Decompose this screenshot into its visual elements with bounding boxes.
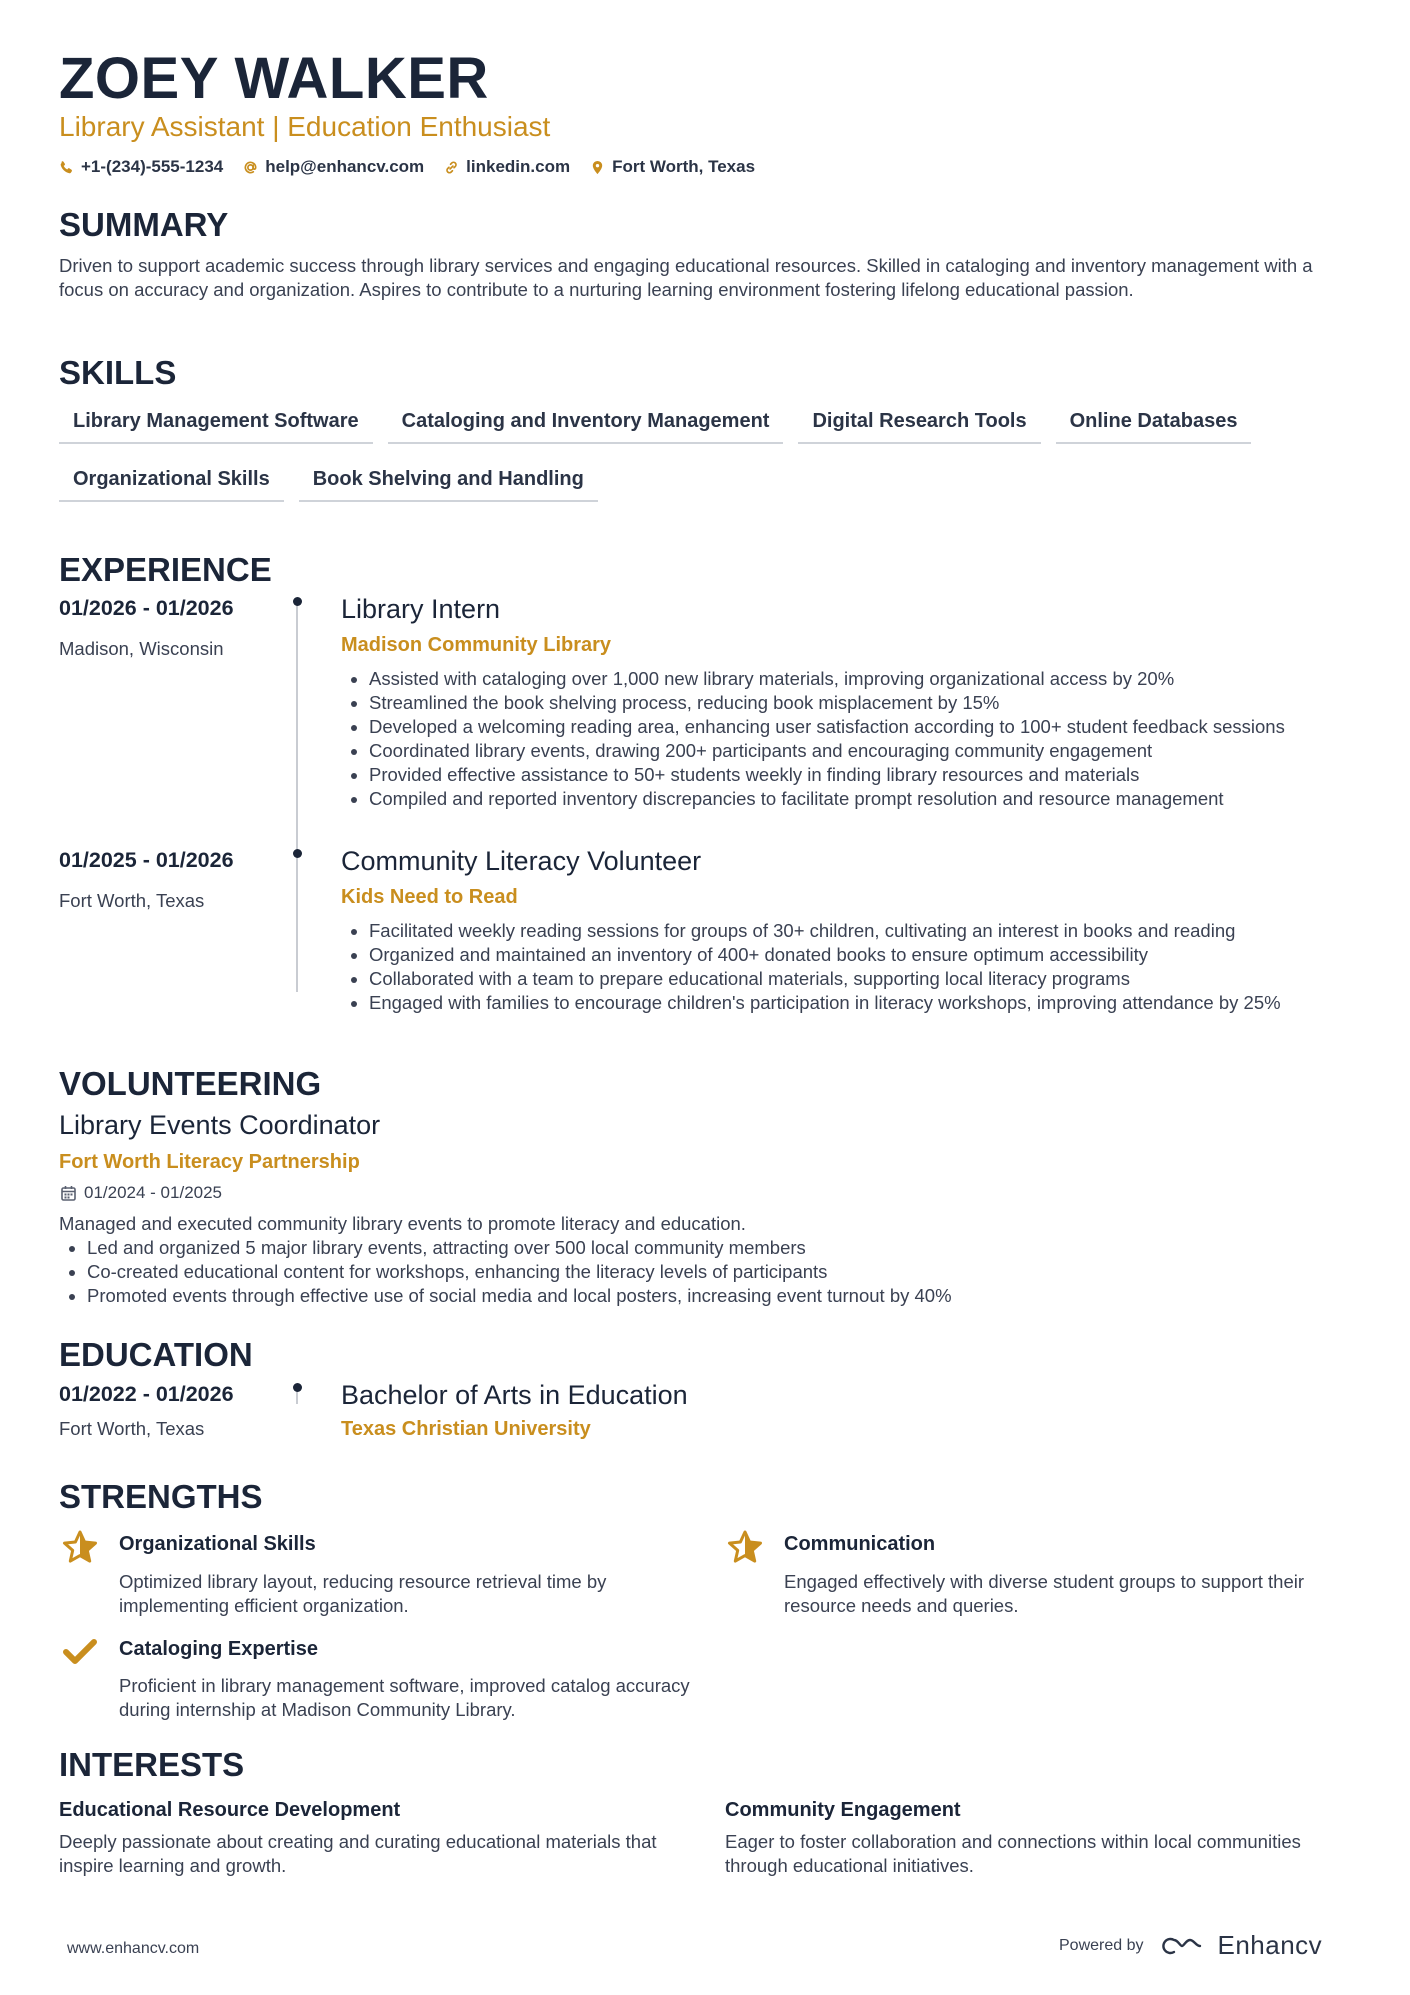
skills-list (59, 400, 1359, 502)
list-item: • Organized and maintained an inventory of 400+ donated books to ensure optimum accessibility (369, 943, 1410, 967)
list-item: • Facilitated weekly reading sessions for groups of 30+ children, cultivating an interest in books and reading (369, 919, 1410, 943)
strength-title: Organizational Skills (119, 1533, 316, 1555)
contact-email[interactable] (243, 157, 424, 177)
strengths-title: STRENGTHS (59, 1478, 263, 1515)
brand-name: Enhancv (1217, 1930, 1323, 1960)
experience-location: Fort Worth, Texas (59, 890, 205, 911)
education-degree: Bachelor of Arts in Education (341, 1380, 688, 1410)
experience-role: Community Literacy Volunteer (341, 846, 702, 876)
strength-title: Communication (784, 1533, 936, 1555)
education-school: Texas Christian University (341, 1418, 591, 1440)
experience-bullets (341, 919, 1410, 1015)
volunteering-org: Fort Worth Literacy Partnership (59, 1151, 360, 1173)
skill-tag: Library Management Software (59, 400, 373, 444)
list-item: • Collaborated with a team to prepare educational materials, supporting local literacy programs (369, 967, 1410, 991)
experience-org: Kids Need to Read (341, 886, 518, 908)
experience-dates: 01/2026 - 01/2026 (59, 596, 234, 620)
volunteering-title: VOLUNTEERING (59, 1065, 322, 1102)
contact-linkedin[interactable] (444, 157, 570, 177)
link-icon (444, 160, 459, 175)
map-pin-icon (590, 160, 605, 175)
enhancv-logo-icon (1158, 1933, 1204, 1959)
skill-tag: Organizational Skills (59, 458, 284, 502)
experience-org: Madison Community Library (341, 634, 612, 656)
linkedin-text: linkedin.com (466, 157, 571, 176)
interests-title: INTERESTS (59, 1746, 245, 1783)
candidate-name: ZOEY WALKER (59, 46, 489, 111)
list-item: • Assisted with cataloging over 1,000 new library materials, improving organizational access by 20% (369, 667, 1410, 691)
interest-title: Educational Resource Development (59, 1799, 401, 1821)
experience-role: Library Intern (341, 594, 501, 624)
volunteering-bullets (59, 1236, 952, 1308)
interest-text: Deeply passionate about creating and curating educational materials that inspire learning and growth. (59, 1831, 657, 1876)
timeline-dot (293, 1383, 302, 1392)
experience-timeline (296, 600, 298, 992)
list-item: • Co-created educational content for workshops, enhancing the literacy levels of participants (87, 1260, 952, 1284)
list-item: • Provided effective assistance to 50+ students weekly in finding library resources and materials (369, 763, 1410, 787)
summary-title: SUMMARY (59, 206, 229, 243)
list-item: • Streamlined the book shelving process, reducing book misplacement by 15% (369, 691, 1410, 715)
strength-text: Engaged effectively with diverse student groups to support their resource needs and queries. (784, 1571, 1305, 1616)
powered-by-text: Powered by (1059, 1936, 1144, 1954)
experience-location: Madison, Wisconsin (59, 638, 224, 659)
contact-row (59, 157, 755, 177)
skill-tag: Cataloging and Inventory Management (388, 400, 784, 444)
star-icon (62, 1530, 98, 1569)
phone-icon (59, 160, 74, 175)
list-item: • Led and organized 5 major library events, attracting over 500 local community members (87, 1236, 952, 1260)
calendar-icon (61, 1185, 76, 1201)
education-location: Fort Worth, Texas (59, 1418, 205, 1439)
strength-text: Optimized library layout, reducing resource retrieval time by implementing efficient organization. (119, 1571, 607, 1616)
education-dates: 01/2022 - 01/2026 (59, 1382, 234, 1406)
skill-tag: Digital Research Tools (798, 400, 1040, 444)
strength-title: Cataloging Expertise (119, 1638, 318, 1660)
volunteering-date-row (61, 1183, 222, 1203)
candidate-headline: Library Assistant | Education Enthusiast (59, 111, 551, 142)
list-item: • Compiled and reported inventory discrepancies to facilitate prompt resolution and resource management (369, 787, 1410, 811)
email-text: help@enhancv.com (265, 157, 425, 176)
experience-dates: 01/2025 - 01/2026 (59, 848, 234, 872)
experience-bullets (341, 667, 1410, 811)
contact-phone[interactable] (59, 157, 223, 177)
volunteering-role: Library Events Coordinator (59, 1110, 381, 1140)
location-text: Fort Worth, Texas (612, 157, 756, 176)
skills-title: SKILLS (59, 354, 177, 391)
list-item: • Developed a welcoming reading area, enhancing user satisfaction according to 100+ student feedback sessions (369, 715, 1410, 739)
contact-location (590, 157, 755, 177)
education-title: EDUCATION (59, 1336, 253, 1373)
interest-title: Community Engagement (725, 1799, 961, 1821)
star-icon (727, 1530, 763, 1569)
footer-branding (1059, 1930, 1322, 1961)
list-item: • Coordinated library events, drawing 200+ participants and encouraging community engagement (369, 739, 1410, 763)
timeline-dot (293, 849, 302, 858)
at-icon (243, 160, 258, 175)
footer-site-link[interactable]: www.enhancv.com (67, 1940, 200, 1957)
experience-title: EXPERIENCE (59, 551, 272, 588)
strength-text: Proficient in library management software, improved catalog accuracy during internship at Madison Community Library. (119, 1675, 690, 1720)
skill-tag: Book Shelving and Handling (299, 458, 598, 502)
skill-tag: Online Databases (1056, 400, 1252, 444)
volunteering-description: Managed and executed community library events to promote literacy and education. (59, 1213, 746, 1234)
timeline-dot (293, 597, 302, 606)
summary-text: Driven to support academic success through library services and engaging educational resources. Skilled in cataloging and inventory management with a focus on accuracy and organization. Aspires to contribute to a nurturing learning environment fostering lifelong educational passion. (59, 255, 1313, 300)
check-icon (62, 1638, 98, 1671)
phone-text: +1-(234)-555-1234 (81, 157, 224, 176)
interest-text: Eager to foster collaboration and connections within local communities through educational initiatives. (725, 1831, 1301, 1876)
list-item: • Engaged with families to encourage children's participation in literacy workshops, improving attendance by 25% (369, 991, 1410, 1015)
list-item: • Promoted events through effective use of social media and local posters, increasing event turnout by 40% (87, 1284, 952, 1308)
volunteering-dates: 01/2024 - 01/2025 (84, 1183, 223, 1202)
